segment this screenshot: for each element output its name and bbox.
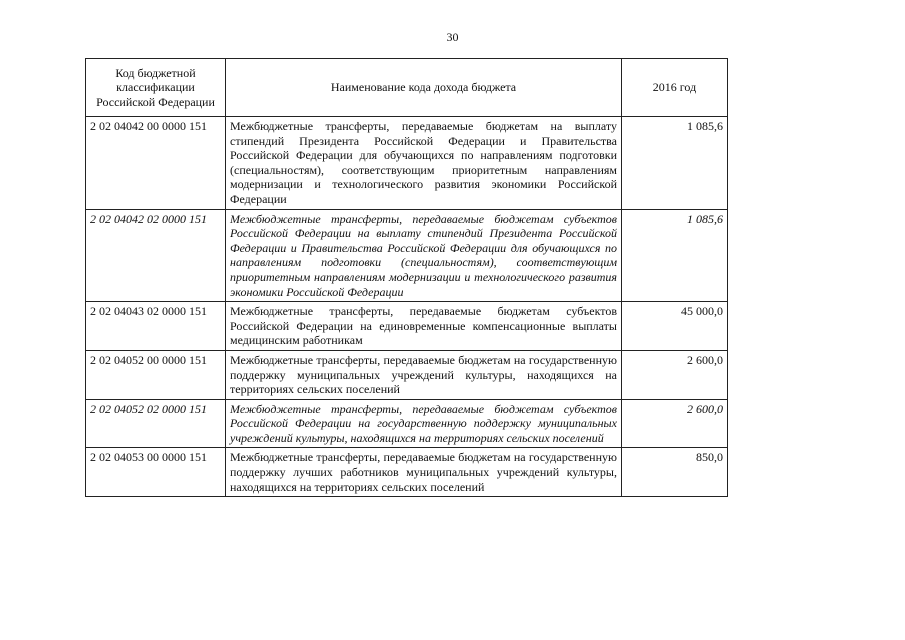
table-row bbox=[86, 209, 728, 302]
row-name: Межбюджетные трансферты, передаваемые бюджетам субъектов Российской Федерации на государственную поддержку муниципальных учреждений культуры, находящихся на территориях сельских поселений bbox=[226, 399, 622, 448]
row-name: Межбюджетные трансферты, передаваемые бюджетам субъектов Российской Федерации на единовременные компенсационные выплаты медицинским работникам bbox=[226, 302, 622, 351]
table-row bbox=[86, 302, 728, 351]
header-code: Код бюджетной классификации Российской Федерации bbox=[86, 59, 226, 117]
row-name: Межбюджетные трансферты, передаваемые бюджетам на государственную поддержку муниципальных учреждений культуры, находящихся на территориях сельских поселений bbox=[226, 350, 622, 399]
row-name: Межбюджетные трансферты, передаваемые бюджетам на государственную поддержку лучших работников муниципальных учреждений культуры, находящихся на территориях сельских поселений bbox=[226, 448, 622, 497]
row-amount: 2 600,0 bbox=[622, 350, 728, 399]
row-name: Межбюджетные трансферты, передаваемые бюджетам субъектов Российской Федерации на выплату стипендий Президента Российской Федерации и Правительства Российской Федерации для обучающихся по направлениям подготовки (специальностям), соответствующим приоритетным направлениям модернизации и технологического развития экономики Российской Федерации bbox=[226, 209, 622, 302]
row-name: Межбюджетные трансферты, передаваемые бюджетам на выплату стипендий Президента Российской Федерации и Правительства Российской Федерации для обучающихся по направлениям подготовки (специальностям), соответствующим приоритетным направлениям модернизации и технологического развития экономики Российской Федерации bbox=[226, 117, 622, 210]
header-name: Наименование кода дохода бюджета bbox=[226, 59, 622, 117]
budget-revenue-table bbox=[85, 58, 728, 497]
row-amount: 45 000,0 bbox=[622, 302, 728, 351]
row-amount: 850,0 bbox=[622, 448, 728, 497]
row-code: 2 02 04052 00 0000 151 bbox=[86, 350, 226, 399]
row-amount: 1 085,6 bbox=[622, 209, 728, 302]
table-row bbox=[86, 117, 728, 210]
row-amount: 2 600,0 bbox=[622, 399, 728, 448]
row-code: 2 02 04053 00 0000 151 bbox=[86, 448, 226, 497]
row-code: 2 02 04042 02 0000 151 bbox=[86, 209, 226, 302]
table-header-row bbox=[86, 59, 728, 117]
row-code: 2 02 04042 00 0000 151 bbox=[86, 117, 226, 210]
table-row bbox=[86, 350, 728, 399]
row-amount: 1 085,6 bbox=[622, 117, 728, 210]
header-year: 2016 год bbox=[622, 59, 728, 117]
table-row bbox=[86, 448, 728, 497]
row-code: 2 02 04043 02 0000 151 bbox=[86, 302, 226, 351]
row-code: 2 02 04052 02 0000 151 bbox=[86, 399, 226, 448]
table-row bbox=[86, 399, 728, 448]
page-number: 30 bbox=[446, 30, 459, 44]
